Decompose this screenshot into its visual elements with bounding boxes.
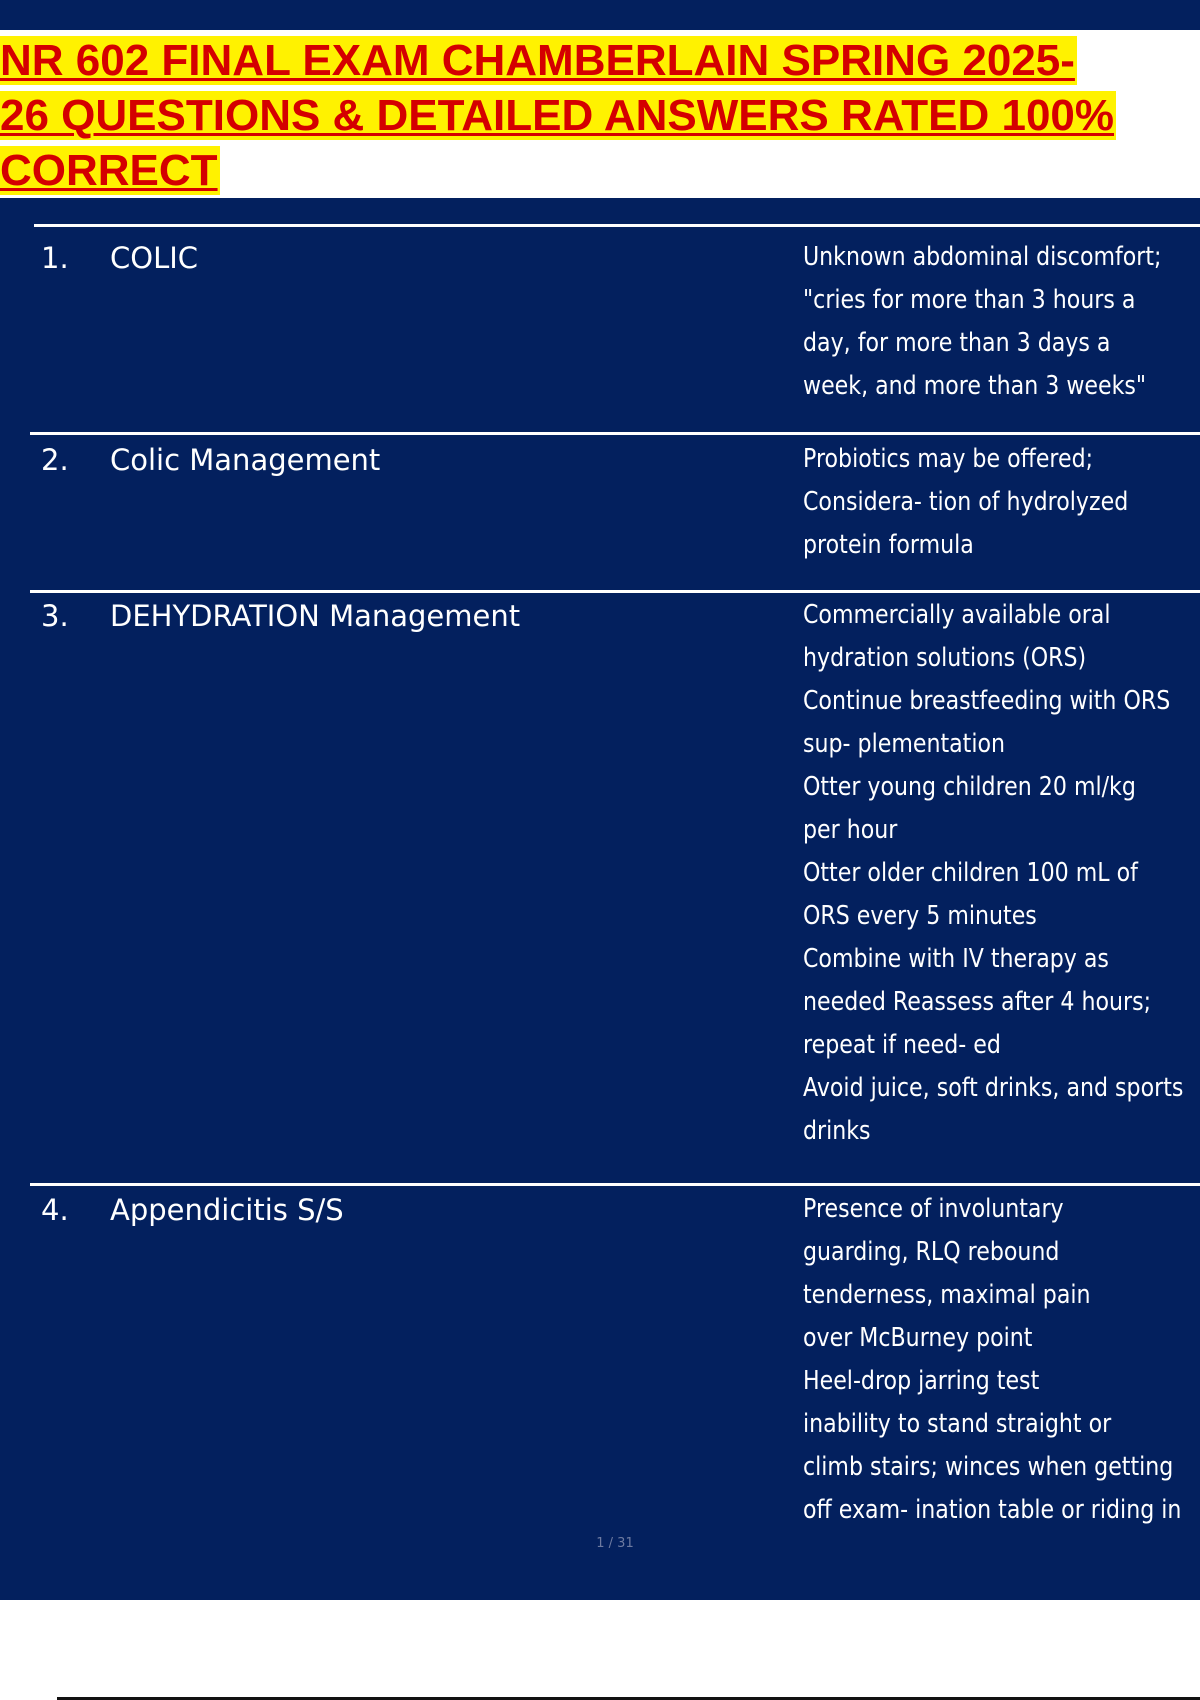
definition-line: Commercially available oral (803, 600, 1111, 630)
row-number: 2. (41, 443, 69, 477)
title-line-1 (0, 36, 1200, 91)
title-text-2: 26 QUESTIONS & DETAILED ANSWERS RATED 100% (0, 91, 1115, 140)
definition-line: over McBurney point (803, 1323, 1033, 1353)
definition-line: off exam- ination table or riding in (803, 1495, 1182, 1525)
definition-line: "cries for more than 3 hours a (803, 285, 1136, 315)
definition-line: climb stairs; winces when getting (803, 1452, 1174, 1482)
row-term: COLIC (110, 241, 199, 275)
row-definition (803, 594, 1198, 1153)
row-separator (30, 432, 1200, 435)
definition-line: Avoid juice, soft drinks, and sports (803, 1073, 1184, 1103)
definition-line: Considera- tion of hydrolyzed (803, 487, 1129, 517)
definition-line: guarding, RLQ rebound (803, 1237, 1060, 1267)
definition-line: Presence of involuntary (803, 1194, 1064, 1224)
row-separator (30, 1183, 1200, 1186)
definition-line: needed Reassess after 4 hours; (803, 987, 1152, 1017)
row-number: 3. (41, 599, 69, 633)
definition-line: Combine with IV therapy as (803, 944, 1109, 974)
page-indicator: 1 / 31 (596, 1536, 634, 1551)
title-text-1: NR 602 FINAL EXAM CHAMBERLAIN SPRING 2025- (0, 36, 1075, 85)
row-term: DEHYDRATION Management (110, 599, 521, 633)
definition-line: protein formula (803, 530, 974, 560)
definition-line: repeat if need- ed (803, 1030, 1001, 1060)
row-number: 4. (41, 1193, 69, 1227)
row-definition (803, 236, 1198, 408)
row-term: Appendicitis S/S (110, 1193, 344, 1227)
definition-line: tenderness, maximal pain (803, 1280, 1091, 1310)
definition-line: Otter older children 100 mL of (803, 858, 1138, 888)
definition-line: day, for more than 3 days a (803, 328, 1111, 358)
row-definition (803, 438, 1198, 567)
row-definition (803, 1188, 1198, 1532)
definition-line: week, and more than 3 weeks" (803, 371, 1147, 401)
definition-line: sup- plementation (803, 729, 1005, 759)
definition-line: ORS every 5 minutes (803, 901, 1037, 931)
top-band (0, 0, 1200, 30)
definition-line: Continue breastfeeding with ORS (803, 686, 1171, 716)
top-rule (34, 224, 1200, 227)
definition-line: Otter young children 20 ml/kg (803, 772, 1136, 802)
row-number: 1. (41, 241, 69, 275)
flashcard-panel (0, 198, 1200, 1600)
definition-line: per hour (803, 815, 898, 845)
definition-line: inability to stand straight or (803, 1409, 1112, 1439)
definition-line: Unknown abdominal discomfort; (803, 242, 1162, 272)
title-text-3: CORRECT (0, 146, 218, 195)
definition-line: Heel-drop jarring test (803, 1366, 1040, 1396)
row-separator (30, 590, 1200, 593)
definition-line: hydration solutions (ORS) (803, 643, 1087, 673)
document-title (0, 36, 1200, 201)
definition-line: Probiotics may be offered; (803, 444, 1094, 474)
definition-line: drinks (803, 1116, 871, 1146)
title-line-3 (0, 146, 1200, 201)
title-line-2 (0, 91, 1200, 146)
row-term: Colic Management (110, 443, 381, 477)
